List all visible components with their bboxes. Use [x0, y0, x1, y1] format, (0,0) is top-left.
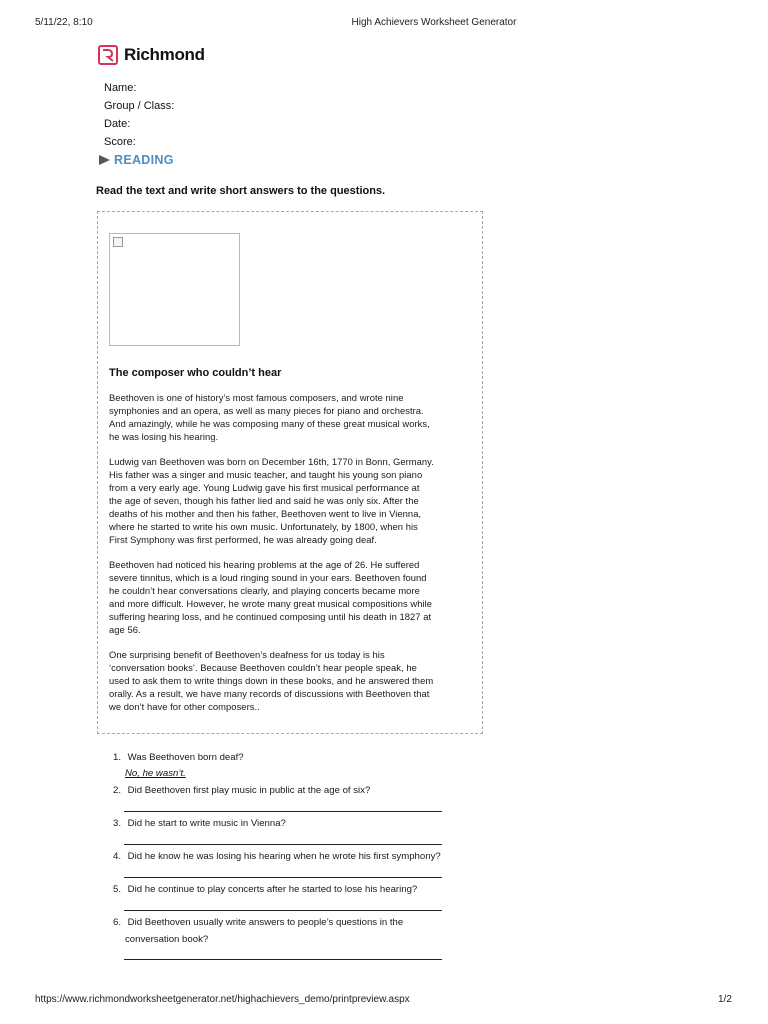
- print-page-number: 1/2: [718, 994, 732, 1005]
- name-field-label: Name:: [104, 82, 137, 94]
- instruction: Read the text and write short answers to the questions.: [96, 185, 386, 197]
- broken-image-icon: [113, 237, 123, 247]
- text-line: orally. As a result, we have many records of discussions with Beethoven that: [109, 688, 430, 699]
- text-line: One surprising benefit of Beethoven’s deafness for us today is his: [109, 649, 385, 660]
- text-line: age 56.: [109, 624, 141, 635]
- text-line: suffering hearing loss, and he continued composing until his death in 1827 at: [109, 611, 432, 622]
- richmond-logo-icon: [98, 45, 118, 65]
- text-line: Beethoven had noticed his hearing problems at the age of 26. He suffered: [109, 559, 420, 570]
- question-6: [113, 917, 403, 928]
- answer-example: No, he wasn’t.: [125, 768, 186, 779]
- text-line: deaths of his mother and then his father, Beethoven went to live in Vienna,: [109, 508, 422, 519]
- section-heading: [98, 153, 174, 167]
- question-text: Did Beethoven usually write answers to people’s questions in the: [127, 917, 404, 928]
- richmond-logo: [98, 45, 205, 65]
- article-paragraph-3: [109, 558, 475, 636]
- question-text: Was Beethoven born deaf?: [127, 752, 244, 763]
- text-line: used to ask them to write things down in these books, and he answered them: [109, 675, 434, 686]
- text-line: Beethoven is one of history’s most famous composers, and wrote nine: [109, 392, 404, 403]
- answer-line-2[interactable]: [124, 811, 442, 812]
- text-line: His father was a singer and music teacher, and taught his young son piano: [109, 469, 423, 480]
- question-5: [113, 884, 417, 895]
- question-3: [113, 818, 286, 829]
- question-number: 5.: [113, 884, 122, 895]
- article-paragraph-4: [109, 648, 475, 713]
- question-number: 2.: [113, 785, 122, 796]
- text-line: he couldn’t hear conversations clearly, and playing concerts became more: [109, 585, 420, 596]
- question-number: 1.: [113, 752, 122, 763]
- article-paragraph-2: [109, 455, 475, 546]
- student-fields: [104, 79, 174, 151]
- text-line: severe tinnitus, which is a loud ringing sound in your ears. Beethoven found: [109, 572, 427, 583]
- text-line: Ludwig van Beethoven was born on December 16th, 1770 in Bonn, Germany.: [109, 456, 434, 467]
- question-number: 6.: [113, 917, 122, 928]
- question-1: [113, 752, 244, 763]
- article-paragraph-1: [109, 391, 475, 443]
- question-text: Did he know he was losing his hearing when he wrote his first symphony?: [127, 851, 441, 862]
- text-line: where he started to write his own music. Unfortunately, by 1800, when his: [109, 521, 418, 532]
- play-arrow-icon: [98, 154, 112, 166]
- print-datetime: 5/11/22, 8:10: [35, 17, 93, 28]
- section-label: READING: [114, 153, 174, 167]
- print-url: https://www.richmondworksheetgenerator.net/highachievers_demo/printpreview.aspx: [35, 994, 410, 1005]
- group-class-field-label: Group / Class:: [104, 100, 175, 112]
- question-text: Did Beethoven first play music in public at the age of six?: [127, 785, 371, 796]
- question-text: Did he continue to play concerts after he started to lose his hearing?: [127, 884, 418, 895]
- question-number: 4.: [113, 851, 122, 862]
- logo-text: Richmond: [124, 45, 205, 64]
- broken-image-placeholder: [109, 233, 240, 346]
- answer-line-5[interactable]: [124, 910, 442, 911]
- date-field-label: Date:: [104, 118, 131, 130]
- answer-line-4[interactable]: [124, 877, 442, 878]
- text-line: symphonies and an opera, as well as many pieces for piano and orchestra.: [109, 405, 424, 416]
- question-number: 3.: [113, 818, 122, 829]
- text-line: he was losing his hearing.: [109, 431, 219, 442]
- answer-line-6[interactable]: [124, 959, 442, 960]
- text-line: from a very early age. Young Ludwig gave his first musical performance at: [109, 482, 420, 493]
- text-line: ‘conversation books’. Because Beethoven couldn’t hear people speak, he: [109, 662, 417, 673]
- text-line: First Symphony was first performed, he was already going deaf.: [109, 534, 377, 545]
- article-title: The composer who couldn’t hear: [109, 367, 282, 379]
- text-line: And amazingly, while he was composing many of these great musical works,: [109, 418, 430, 429]
- text-line: we don’t have for other composers..: [109, 701, 260, 712]
- text-line: and more difficult. However, he wrote many great musical compositions while: [109, 598, 432, 609]
- score-field-label: Score:: [104, 136, 136, 148]
- question-4: [113, 851, 441, 862]
- text-line: the age of seven, though his father lied and said he was only six. After the: [109, 495, 419, 506]
- print-page-title: High Achievers Worksheet Generator: [351, 17, 517, 28]
- question-text: Did he start to write music in Vienna?: [127, 818, 286, 829]
- answer-line-3[interactable]: [124, 844, 442, 845]
- question-2: [113, 785, 370, 796]
- question-6-continued: conversation book?: [125, 934, 209, 945]
